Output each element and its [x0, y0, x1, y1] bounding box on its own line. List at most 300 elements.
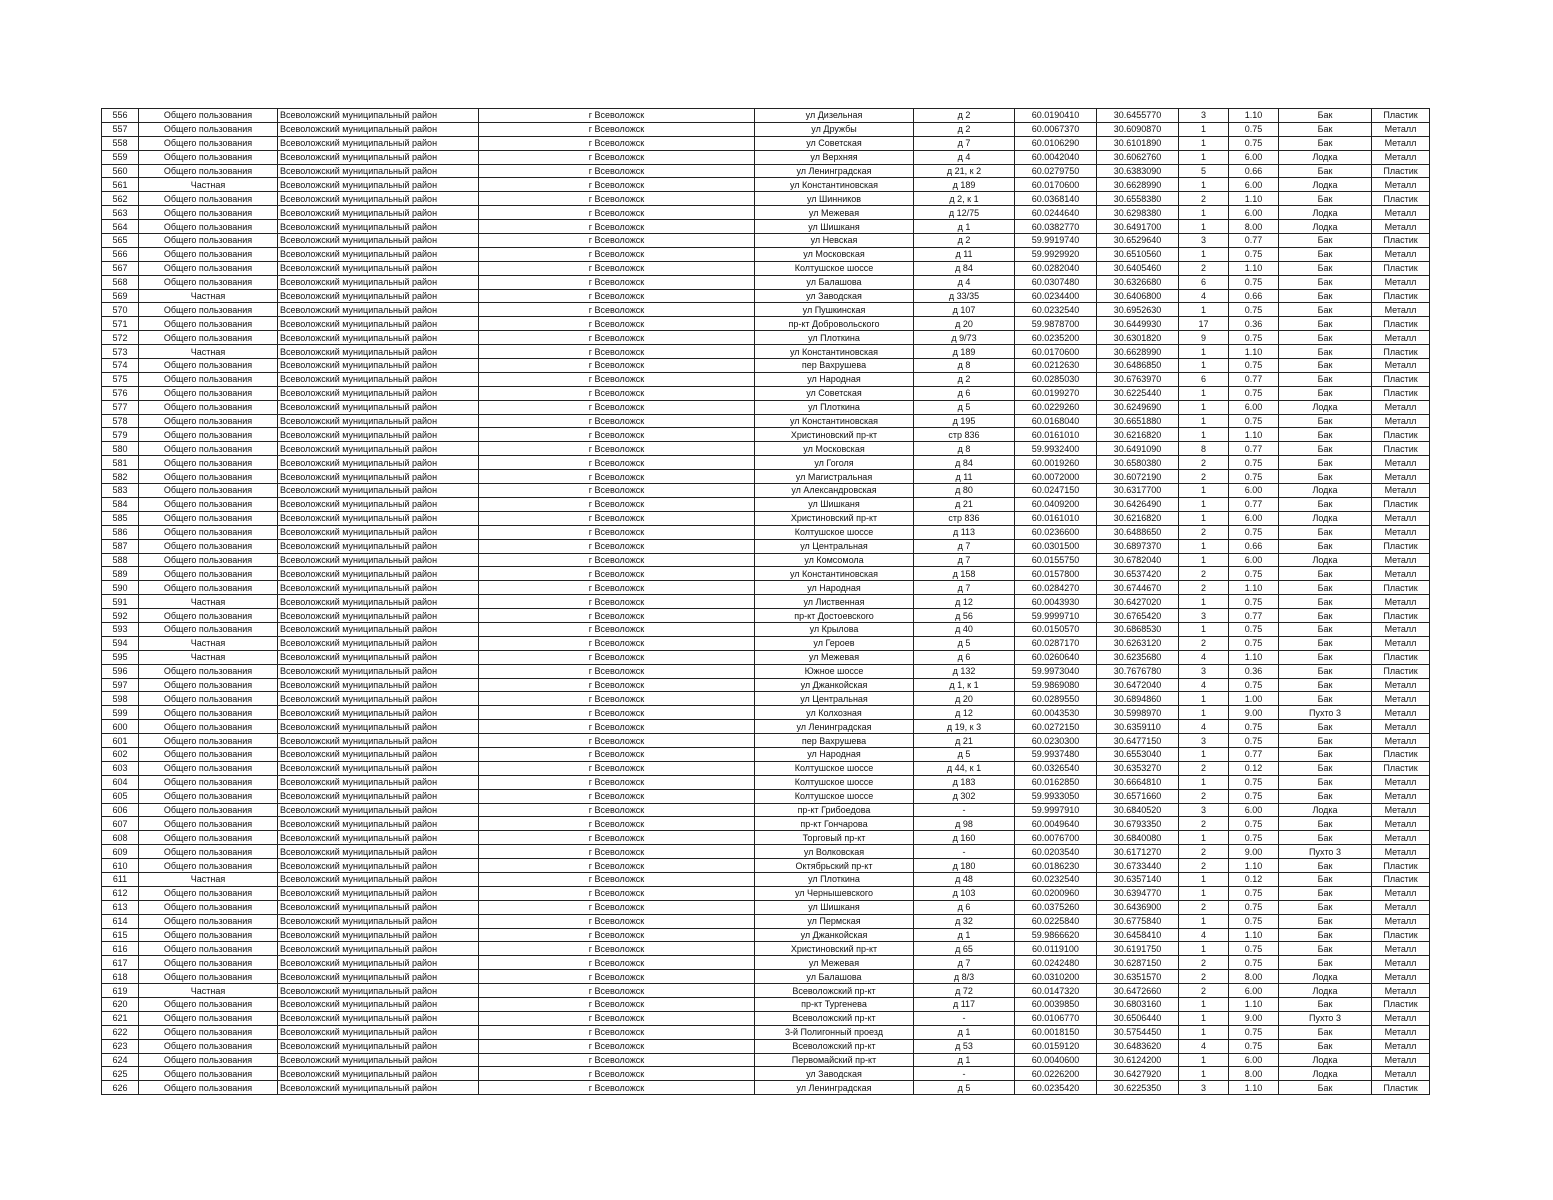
- district-cell: Всеволожский муниципальный район: [278, 511, 479, 525]
- volume-cell: 0.66: [1229, 164, 1279, 178]
- street-cell: Колтушское шоссе: [755, 761, 914, 775]
- container-type-cell: Бак: [1279, 734, 1372, 748]
- row-number-cell: 570: [102, 303, 139, 317]
- material-cell: Пластик: [1372, 109, 1430, 123]
- latitude-cell: 60.0018150: [1015, 1025, 1097, 1039]
- city-cell: г Всеволожск: [479, 317, 755, 331]
- row-number-cell: 602: [102, 747, 139, 761]
- container-type-cell: Бак: [1279, 942, 1372, 956]
- row-number-cell: 616: [102, 942, 139, 956]
- longitude-cell: 30.7676780: [1097, 664, 1179, 678]
- house-cell: д 7: [914, 956, 1015, 970]
- city-cell: г Всеволожск: [479, 247, 755, 261]
- city-cell: г Всеволожск: [479, 303, 755, 317]
- volume-cell: 0.75: [1229, 1025, 1279, 1039]
- volume-cell: 0.75: [1229, 914, 1279, 928]
- material-cell: Металл: [1372, 567, 1430, 581]
- container-count-cell: 1: [1179, 150, 1229, 164]
- house-cell: д 8/3: [914, 970, 1015, 984]
- city-cell: г Всеволожск: [479, 650, 755, 664]
- material-cell: Металл: [1372, 914, 1430, 928]
- material-cell: Пластик: [1372, 581, 1430, 595]
- ownership-cell: Общего пользования: [139, 386, 278, 400]
- house-cell: д 7: [914, 539, 1015, 553]
- volume-cell: 0.75: [1229, 122, 1279, 136]
- container-count-cell: 1: [1179, 1011, 1229, 1025]
- ownership-cell: Общего пользования: [139, 886, 278, 900]
- city-cell: г Всеволожск: [479, 692, 755, 706]
- material-cell: Пластик: [1372, 289, 1430, 303]
- district-cell: Всеволожский муниципальный район: [278, 1039, 479, 1053]
- city-cell: г Всеволожск: [479, 831, 755, 845]
- street-cell: ул Крылова: [755, 622, 914, 636]
- ownership-cell: Общего пользования: [139, 247, 278, 261]
- district-cell: Всеволожский муниципальный район: [278, 109, 479, 123]
- row-number-cell: 594: [102, 636, 139, 650]
- latitude-cell: 60.0159120: [1015, 1039, 1097, 1053]
- container-count-cell: 2: [1179, 456, 1229, 470]
- material-cell: Металл: [1372, 247, 1430, 261]
- container-count-cell: 1: [1179, 553, 1229, 567]
- longitude-cell: 30.6868530: [1097, 622, 1179, 636]
- district-cell: Всеволожский муниципальный район: [278, 942, 479, 956]
- longitude-cell: 30.6491700: [1097, 220, 1179, 234]
- ownership-cell: Общего пользования: [139, 470, 278, 484]
- row-number-cell: 623: [102, 1039, 139, 1053]
- city-cell: г Всеволожск: [479, 775, 755, 789]
- longitude-cell: 30.6317700: [1097, 484, 1179, 498]
- container-count-cell: 4: [1179, 289, 1229, 303]
- district-cell: Всеволожский муниципальный район: [278, 400, 479, 414]
- table-row: [102, 386, 1430, 400]
- table-row: [102, 859, 1430, 873]
- latitude-cell: 60.0236600: [1015, 525, 1097, 539]
- volume-cell: 1.10: [1229, 192, 1279, 206]
- latitude-cell: 60.0225840: [1015, 914, 1097, 928]
- longitude-cell: 30.6491090: [1097, 442, 1179, 456]
- district-cell: Всеволожский муниципальный район: [278, 331, 479, 345]
- house-cell: д 12: [914, 595, 1015, 609]
- longitude-cell: 30.6455770: [1097, 109, 1179, 123]
- street-cell: Южное шоссе: [755, 664, 914, 678]
- volume-cell: 0.75: [1229, 595, 1279, 609]
- longitude-cell: 30.6765420: [1097, 609, 1179, 623]
- latitude-cell: 60.0147320: [1015, 984, 1097, 998]
- volume-cell: 0.75: [1229, 831, 1279, 845]
- container-count-cell: 1: [1179, 247, 1229, 261]
- row-number-cell: 597: [102, 678, 139, 692]
- house-cell: д 5: [914, 636, 1015, 650]
- container-count-cell: 1: [1179, 622, 1229, 636]
- container-count-cell: 8: [1179, 442, 1229, 456]
- container-type-cell: Лодка: [1279, 150, 1372, 164]
- latitude-cell: 60.0150570: [1015, 622, 1097, 636]
- row-number-cell: 606: [102, 803, 139, 817]
- volume-cell: 0.75: [1229, 956, 1279, 970]
- district-cell: Всеволожский муниципальный район: [278, 317, 479, 331]
- volume-cell: 0.77: [1229, 372, 1279, 386]
- longitude-cell: 30.6486850: [1097, 359, 1179, 373]
- longitude-cell: 30.6216820: [1097, 428, 1179, 442]
- container-count-cell: 2: [1179, 761, 1229, 775]
- material-cell: Металл: [1372, 831, 1430, 845]
- ownership-cell: Общего пользования: [139, 456, 278, 470]
- district-cell: Всеволожский муниципальный район: [278, 747, 479, 761]
- district-cell: Всеволожский муниципальный район: [278, 553, 479, 567]
- longitude-cell: 30.6477150: [1097, 734, 1179, 748]
- house-cell: д 32: [914, 914, 1015, 928]
- volume-cell: 0.75: [1229, 734, 1279, 748]
- material-cell: Металл: [1372, 845, 1430, 859]
- container-type-cell: Бак: [1279, 664, 1372, 678]
- ownership-cell: Общего пользования: [139, 914, 278, 928]
- volume-cell: 9.00: [1229, 845, 1279, 859]
- district-cell: Всеволожский муниципальный район: [278, 442, 479, 456]
- longitude-cell: 30.6427020: [1097, 595, 1179, 609]
- district-cell: Всеволожский муниципальный район: [278, 803, 479, 817]
- container-type-cell: Бак: [1279, 914, 1372, 928]
- ownership-cell: Общего пользования: [139, 261, 278, 275]
- city-cell: г Всеволожск: [479, 706, 755, 720]
- container-count-cell: 4: [1179, 928, 1229, 942]
- material-cell: Металл: [1372, 511, 1430, 525]
- volume-cell: 6.00: [1229, 1053, 1279, 1067]
- container-type-cell: Бак: [1279, 636, 1372, 650]
- longitude-cell: 30.6263120: [1097, 636, 1179, 650]
- district-cell: Всеволожский муниципальный район: [278, 761, 479, 775]
- longitude-cell: 30.6488650: [1097, 525, 1179, 539]
- container-count-cell: 1: [1179, 539, 1229, 553]
- container-type-cell: Бак: [1279, 192, 1372, 206]
- container-type-cell: Бак: [1279, 122, 1372, 136]
- street-cell: ул Балашова: [755, 970, 914, 984]
- table-row: [102, 789, 1430, 803]
- longitude-cell: 30.5754450: [1097, 1025, 1179, 1039]
- table-row: [102, 497, 1430, 511]
- street-cell: ул Дружбы: [755, 122, 914, 136]
- longitude-cell: 30.6775840: [1097, 914, 1179, 928]
- district-cell: Всеволожский муниципальный район: [278, 928, 479, 942]
- container-count-cell: 2: [1179, 900, 1229, 914]
- district-cell: Всеволожский муниципальный район: [278, 956, 479, 970]
- longitude-cell: 30.6840080: [1097, 831, 1179, 845]
- volume-cell: 6.00: [1229, 400, 1279, 414]
- city-cell: г Всеволожск: [479, 581, 755, 595]
- container-type-cell: Бак: [1279, 775, 1372, 789]
- latitude-cell: 60.0279750: [1015, 164, 1097, 178]
- street-cell: ул Героев: [755, 636, 914, 650]
- city-cell: г Всеволожск: [479, 109, 755, 123]
- ownership-cell: Общего пользования: [139, 109, 278, 123]
- container-type-cell: Лодка: [1279, 511, 1372, 525]
- city-cell: г Всеволожск: [479, 845, 755, 859]
- row-number-cell: 567: [102, 261, 139, 275]
- city-cell: г Всеволожск: [479, 164, 755, 178]
- material-cell: Пластик: [1372, 872, 1430, 886]
- container-type-cell: Бак: [1279, 622, 1372, 636]
- material-cell: Пластик: [1372, 859, 1430, 873]
- house-cell: д 65: [914, 942, 1015, 956]
- house-cell: д 6: [914, 900, 1015, 914]
- district-cell: Всеволожский муниципальный район: [278, 220, 479, 234]
- longitude-cell: 30.6353270: [1097, 761, 1179, 775]
- longitude-cell: 30.6101890: [1097, 136, 1179, 150]
- table-body: [102, 109, 1430, 1095]
- volume-cell: 0.75: [1229, 470, 1279, 484]
- district-cell: Всеволожский муниципальный район: [278, 775, 479, 789]
- latitude-cell: 60.0106770: [1015, 1011, 1097, 1025]
- ownership-cell: Общего пользования: [139, 1081, 278, 1095]
- house-cell: д 44, к 1: [914, 761, 1015, 775]
- ownership-cell: Общего пользования: [139, 539, 278, 553]
- district-cell: Всеволожский муниципальный район: [278, 678, 479, 692]
- table-row: [102, 1067, 1430, 1081]
- street-cell: ул Комсомола: [755, 553, 914, 567]
- container-count-cell: 5: [1179, 164, 1229, 178]
- latitude-cell: 60.0234400: [1015, 289, 1097, 303]
- table-row: [102, 984, 1430, 998]
- row-number-cell: 612: [102, 886, 139, 900]
- longitude-cell: 30.6249690: [1097, 400, 1179, 414]
- row-number-cell: 558: [102, 136, 139, 150]
- material-cell: Металл: [1372, 1025, 1430, 1039]
- city-cell: г Всеволожск: [479, 372, 755, 386]
- volume-cell: 6.00: [1229, 178, 1279, 192]
- street-cell: ул Невская: [755, 234, 914, 248]
- row-number-cell: 589: [102, 567, 139, 581]
- volume-cell: 1.10: [1229, 859, 1279, 873]
- table-row: [102, 122, 1430, 136]
- city-cell: г Всеволожск: [479, 678, 755, 692]
- longitude-cell: 30.6235680: [1097, 650, 1179, 664]
- ownership-cell: Общего пользования: [139, 747, 278, 761]
- street-cell: ул Народная: [755, 372, 914, 386]
- container-count-cell: 1: [1179, 1067, 1229, 1081]
- latitude-cell: 60.0106290: [1015, 136, 1097, 150]
- volume-cell: 0.75: [1229, 622, 1279, 636]
- volume-cell: 6.00: [1229, 553, 1279, 567]
- container-count-cell: 3: [1179, 109, 1229, 123]
- container-type-cell: Бак: [1279, 442, 1372, 456]
- table-row: [102, 178, 1430, 192]
- table-row: [102, 747, 1430, 761]
- district-cell: Всеволожский муниципальный район: [278, 303, 479, 317]
- material-cell: Металл: [1372, 622, 1430, 636]
- longitude-cell: 30.6406800: [1097, 289, 1179, 303]
- container-type-cell: Бак: [1279, 234, 1372, 248]
- district-cell: Всеволожский муниципальный район: [278, 900, 479, 914]
- city-cell: г Всеволожск: [479, 761, 755, 775]
- longitude-cell: 30.6537420: [1097, 567, 1179, 581]
- district-cell: Всеволожский муниципальный район: [278, 1025, 479, 1039]
- street-cell: ул Заводская: [755, 289, 914, 303]
- ownership-cell: Общего пользования: [139, 900, 278, 914]
- longitude-cell: 30.6357140: [1097, 872, 1179, 886]
- longitude-cell: 30.6405460: [1097, 261, 1179, 275]
- street-cell: пер Вахрушева: [755, 734, 914, 748]
- table-row: [102, 1025, 1430, 1039]
- material-cell: Пластик: [1372, 234, 1430, 248]
- house-cell: -: [914, 1011, 1015, 1025]
- table-row: [102, 331, 1430, 345]
- container-type-cell: Бак: [1279, 609, 1372, 623]
- latitude-cell: 60.0247150: [1015, 484, 1097, 498]
- volume-cell: 6.00: [1229, 150, 1279, 164]
- house-cell: д 9/73: [914, 331, 1015, 345]
- latitude-cell: 60.0301500: [1015, 539, 1097, 553]
- street-cell: ул Дизельная: [755, 109, 914, 123]
- city-cell: г Всеволожск: [479, 539, 755, 553]
- street-cell: ул Магистральная: [755, 470, 914, 484]
- container-type-cell: Лодка: [1279, 984, 1372, 998]
- house-cell: д 12/75: [914, 206, 1015, 220]
- container-type-cell: Бак: [1279, 872, 1372, 886]
- row-number-cell: 580: [102, 442, 139, 456]
- volume-cell: 0.66: [1229, 539, 1279, 553]
- table-row: [102, 650, 1430, 664]
- material-cell: Пластик: [1372, 650, 1430, 664]
- volume-cell: 0.12: [1229, 872, 1279, 886]
- container-type-cell: Бак: [1279, 747, 1372, 761]
- street-cell: ул Шишканя: [755, 900, 914, 914]
- ownership-cell: Общего пользования: [139, 122, 278, 136]
- row-number-cell: 608: [102, 831, 139, 845]
- longitude-cell: 30.6301820: [1097, 331, 1179, 345]
- volume-cell: 0.77: [1229, 609, 1279, 623]
- table-row: [102, 525, 1430, 539]
- longitude-cell: 30.6793350: [1097, 817, 1179, 831]
- longitude-cell: 30.6571660: [1097, 789, 1179, 803]
- table-row: [102, 150, 1430, 164]
- ownership-cell: Общего пользования: [139, 414, 278, 428]
- container-count-cell: 2: [1179, 845, 1229, 859]
- table-row: [102, 345, 1430, 359]
- material-cell: Металл: [1372, 359, 1430, 373]
- city-cell: г Всеволожск: [479, 622, 755, 636]
- longitude-cell: 30.6897370: [1097, 539, 1179, 553]
- container-type-cell: Бак: [1279, 109, 1372, 123]
- table-row: [102, 636, 1430, 650]
- house-cell: д 80: [914, 484, 1015, 498]
- house-cell: д 98: [914, 817, 1015, 831]
- container-type-cell: Бак: [1279, 539, 1372, 553]
- material-cell: Металл: [1372, 122, 1430, 136]
- material-cell: Металл: [1372, 984, 1430, 998]
- table-row: [102, 609, 1430, 623]
- house-cell: д 6: [914, 386, 1015, 400]
- house-cell: д 8: [914, 359, 1015, 373]
- house-cell: д 1: [914, 1025, 1015, 1039]
- district-cell: Всеволожский муниципальный район: [278, 386, 479, 400]
- material-cell: Пластик: [1372, 386, 1430, 400]
- house-cell: стр 836: [914, 428, 1015, 442]
- table-row: [102, 664, 1430, 678]
- container-count-cell: 1: [1179, 998, 1229, 1012]
- latitude-cell: 59.9929920: [1015, 247, 1097, 261]
- longitude-cell: 30.6506440: [1097, 1011, 1179, 1025]
- table-row: [102, 442, 1430, 456]
- container-type-cell: Бак: [1279, 859, 1372, 873]
- city-cell: г Всеволожск: [479, 984, 755, 998]
- row-number-cell: 577: [102, 400, 139, 414]
- ownership-cell: Общего пользования: [139, 734, 278, 748]
- ownership-cell: Общего пользования: [139, 956, 278, 970]
- ownership-cell: Общего пользования: [139, 831, 278, 845]
- house-cell: д 84: [914, 456, 1015, 470]
- material-cell: Металл: [1372, 1039, 1430, 1053]
- street-cell: ул Центральная: [755, 539, 914, 553]
- container-type-cell: Бак: [1279, 831, 1372, 845]
- city-cell: г Всеволожск: [479, 609, 755, 623]
- ownership-cell: Общего пользования: [139, 942, 278, 956]
- container-type-cell: Бак: [1279, 1025, 1372, 1039]
- latitude-cell: 60.0232540: [1015, 872, 1097, 886]
- row-number-cell: 572: [102, 331, 139, 345]
- city-cell: г Всеволожск: [479, 428, 755, 442]
- table-row: [102, 317, 1430, 331]
- table-row: [102, 872, 1430, 886]
- table-row: [102, 761, 1430, 775]
- street-cell: ул Константиновская: [755, 414, 914, 428]
- district-cell: Всеволожский муниципальный район: [278, 261, 479, 275]
- city-cell: г Всеволожск: [479, 803, 755, 817]
- container-type-cell: Лодка: [1279, 553, 1372, 567]
- house-cell: д 302: [914, 789, 1015, 803]
- row-number-cell: 568: [102, 275, 139, 289]
- material-cell: Металл: [1372, 275, 1430, 289]
- table-row: [102, 511, 1430, 525]
- street-cell: ул Ленинградская: [755, 1081, 914, 1095]
- container-type-cell: Бак: [1279, 317, 1372, 331]
- table-row: [102, 998, 1430, 1012]
- container-count-cell: 2: [1179, 817, 1229, 831]
- volume-cell: 0.75: [1229, 775, 1279, 789]
- latitude-cell: 60.0042040: [1015, 150, 1097, 164]
- ownership-cell: Общего пользования: [139, 136, 278, 150]
- material-cell: Металл: [1372, 706, 1430, 720]
- city-cell: г Всеволожск: [479, 817, 755, 831]
- material-cell: Металл: [1372, 553, 1430, 567]
- latitude-cell: 60.0368140: [1015, 192, 1097, 206]
- city-cell: г Всеволожск: [479, 1067, 755, 1081]
- longitude-cell: 30.6124200: [1097, 1053, 1179, 1067]
- latitude-cell: 59.9973040: [1015, 664, 1097, 678]
- table-row: [102, 109, 1430, 123]
- container-type-cell: Бак: [1279, 928, 1372, 942]
- ownership-cell: Общего пользования: [139, 706, 278, 720]
- volume-cell: 1.10: [1229, 928, 1279, 942]
- material-cell: Металл: [1372, 789, 1430, 803]
- street-cell: Колтушское шоссе: [755, 525, 914, 539]
- latitude-cell: 60.0161010: [1015, 511, 1097, 525]
- city-cell: г Всеволожск: [479, 998, 755, 1012]
- district-cell: Всеволожский муниципальный район: [278, 706, 479, 720]
- row-number-cell: 592: [102, 609, 139, 623]
- house-cell: д 84: [914, 261, 1015, 275]
- volume-cell: 0.75: [1229, 414, 1279, 428]
- container-type-cell: Пухто 3: [1279, 706, 1372, 720]
- city-cell: г Всеволожск: [479, 664, 755, 678]
- row-number-cell: 610: [102, 859, 139, 873]
- house-cell: д 7: [914, 581, 1015, 595]
- house-cell: д 189: [914, 178, 1015, 192]
- house-cell: д 189: [914, 345, 1015, 359]
- material-cell: Металл: [1372, 775, 1430, 789]
- city-cell: г Всеволожск: [479, 900, 755, 914]
- district-cell: Всеволожский муниципальный район: [278, 345, 479, 359]
- longitude-cell: 30.6763970: [1097, 372, 1179, 386]
- container-type-cell: Лодка: [1279, 484, 1372, 498]
